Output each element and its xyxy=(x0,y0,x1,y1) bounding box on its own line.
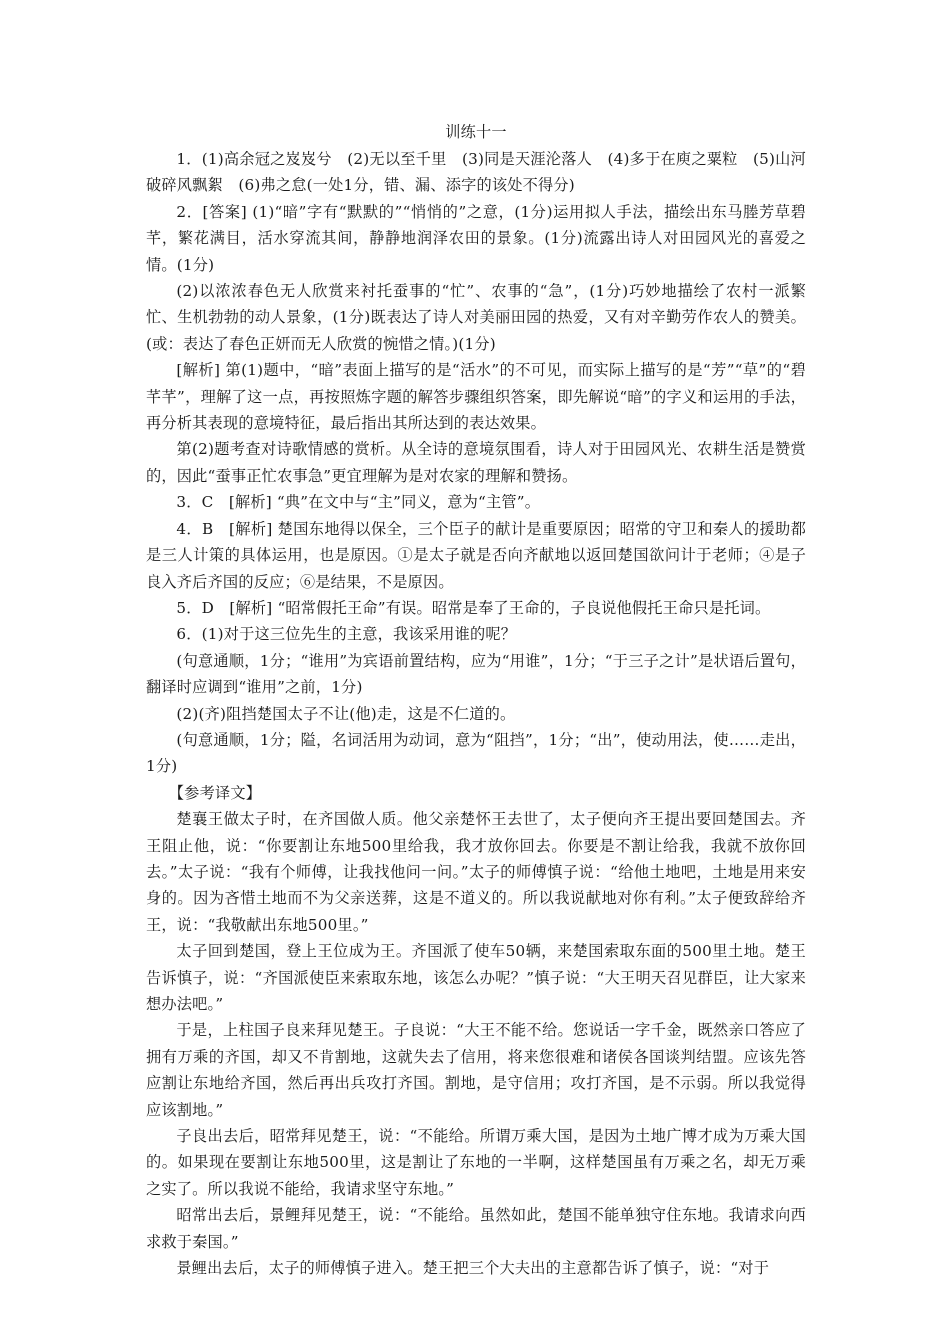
translation-paragraph: 太子回到楚国，登上王位成为王。齐国派了使车50辆，来楚国索取东面的500里土地。楚王告诉慎子，说：“齐国派使臣来索取东地，该怎么办呢？”慎子说：“大王明天召见群臣，让大家来想办法吧。” xyxy=(146,942,806,1013)
page-title: 训练十一 xyxy=(445,123,507,141)
answer-6-part-1: 6．(1)对于这三位先生的主意，我该采用谁的呢？ xyxy=(176,625,517,644)
translation-paragraph: 楚襄王做太子时，在齐国做人质。他父亲楚怀王去世了，太子便向齐王提出要回楚国去。齐王阻止他，说：“你要割让东地500里给我，我才放你回去。你要是不割让给我，我就不放你回去。”太子说：“我有个师傅，让我找他问一问。”太子的师傅慎子说：“给他土地吧，土地是用来安身的。因为吝惜土地而不为父亲送葬，这是不道义的。所以我说献地对你有利。”太子便致辞给齐王，说：“我敬献出东地500里。” xyxy=(146,810,806,934)
section-heading: 【参考译文】 xyxy=(168,783,262,802)
answer-2-part-1: 2．[答案] (1)“暗”字有“默默的”“悄悄的”之意，(1分)运用拟人手法，描绘出东马塍芳草碧芊，繁花满目，活水穿流其间，静静地润泽农田的景象。(1分)流露出诗人对田园风光的喜爱之情。(1分) xyxy=(146,202,806,274)
answer-6-scoring-2: (句意通顺，1分；隘，名词活用为动词，意为“阻挡”，1分；“出”，使动用法，使……走出，1分) xyxy=(146,730,806,776)
translation-paragraph: 景鲤出去后，太子的师傅慎子进入。楚王把三个大夫出的主意都告诉了慎子，说：“对于 xyxy=(176,1259,770,1278)
translation-paragraph: 于是，上柱国子良来拜见楚王。子良说：“大王不能不给。您说话一字千金，既然亲口答应了拥有万乘的齐国，却又不肯割地，这就失去了信用，将来您很难和诸侯各国谈判结盟。应该先答应割让东地给齐国，然后再出兵攻打齐国。割地，是守信用；攻打齐国，是不示弱。所以我觉得应该割地。” xyxy=(146,1021,806,1119)
answer-4: 4．B [解析] 楚国东地得以保全，三个臣子的献计是重要原因；昭常的守卫和秦人的援助都是三人计策的具体运用，也是原因。①是太子就是否向齐献地以返回楚国欲问计于老师；④是子良入齐后齐国的反应；⑥是结果，不是原因。 xyxy=(146,519,806,591)
document-page xyxy=(146,118,806,1281)
analysis-2-part-2: 第(2)题考查对诗歌情感的赏析。从全诗的意境氛围看，诗人对于田园风光、农耕生活是赞赏的，因此“蚕事正忙农事急”更宜理解为是对农家的理解和赞扬。 xyxy=(146,440,806,485)
answer-6-part-2: (2)(齐)阻挡楚国太子不让(他)走，这是不仁道的。 xyxy=(176,704,516,723)
answer-6-scoring-1: (句意通顺，1分；“谁用”为宾语前置结构，应为“用谁”，1分；“于三子之计”是状语后置句，翻译时应调到“谁用”之前，1分) xyxy=(146,651,806,697)
translation-paragraph: 昭常出去后，景鲤拜见楚王，说：“不能给。虽然如此，楚国不能单独守住东地。我请求向西求救于秦国。” xyxy=(146,1206,806,1251)
translation-paragraph: 子良出去后，昭常拜见楚王，说：“不能给。所谓万乘大国，是因为土地广博才成为万乘大国的。如果现在要割让东地500里，这是割让了东地的一半啊，这样楚国虽有万乘之名，却无万乘之实了。所以我说不能给，我请求坚守东地。” xyxy=(146,1127,806,1198)
answer-1: 1．(1)高余冠之岌岌兮 (2)无以至千里 (3)同是天涯沦落人 (4)多于在庾之粟粒 (5)山河破碎风飘絮 (6)弗之怠(一处1分，错、漏、添字的该处不得分) xyxy=(146,150,806,195)
answer-2-part-2: (2)以浓浓春色无人欣赏来衬托蚕事的“忙”、农事的“急”，(1分)巧妙地描绘了农村一派繁忙、生机勃勃的动人景象，(1分)既表达了诗人对美丽田园的热爱，又有对辛勤劳作农人的赞美。(或：表达了春色正妍而无人欣赏的惋惜之情。)(1分) xyxy=(146,282,806,353)
answer-3: 3．C [解析] “典”在文中与“主”同义，意为“主管”。 xyxy=(176,493,541,512)
analysis-2-part-1: [解析] 第(1)题中，“暗”表面上描写的是“活水”的不可见，而实际上描写的是“芳”“草”的“碧芊芊”，理解了这一点，再按照炼字题的解答步骤组织答案，即先解说“暗”的字义和运用的手法，再分析其表现的意境特征，最后指出其所达到的表达效果。 xyxy=(146,361,806,433)
answer-5: 5．D [解析] “昭常假托王命”有误。昭常是奉了王命的，子良说他假托王命只是托词。 xyxy=(176,598,771,617)
